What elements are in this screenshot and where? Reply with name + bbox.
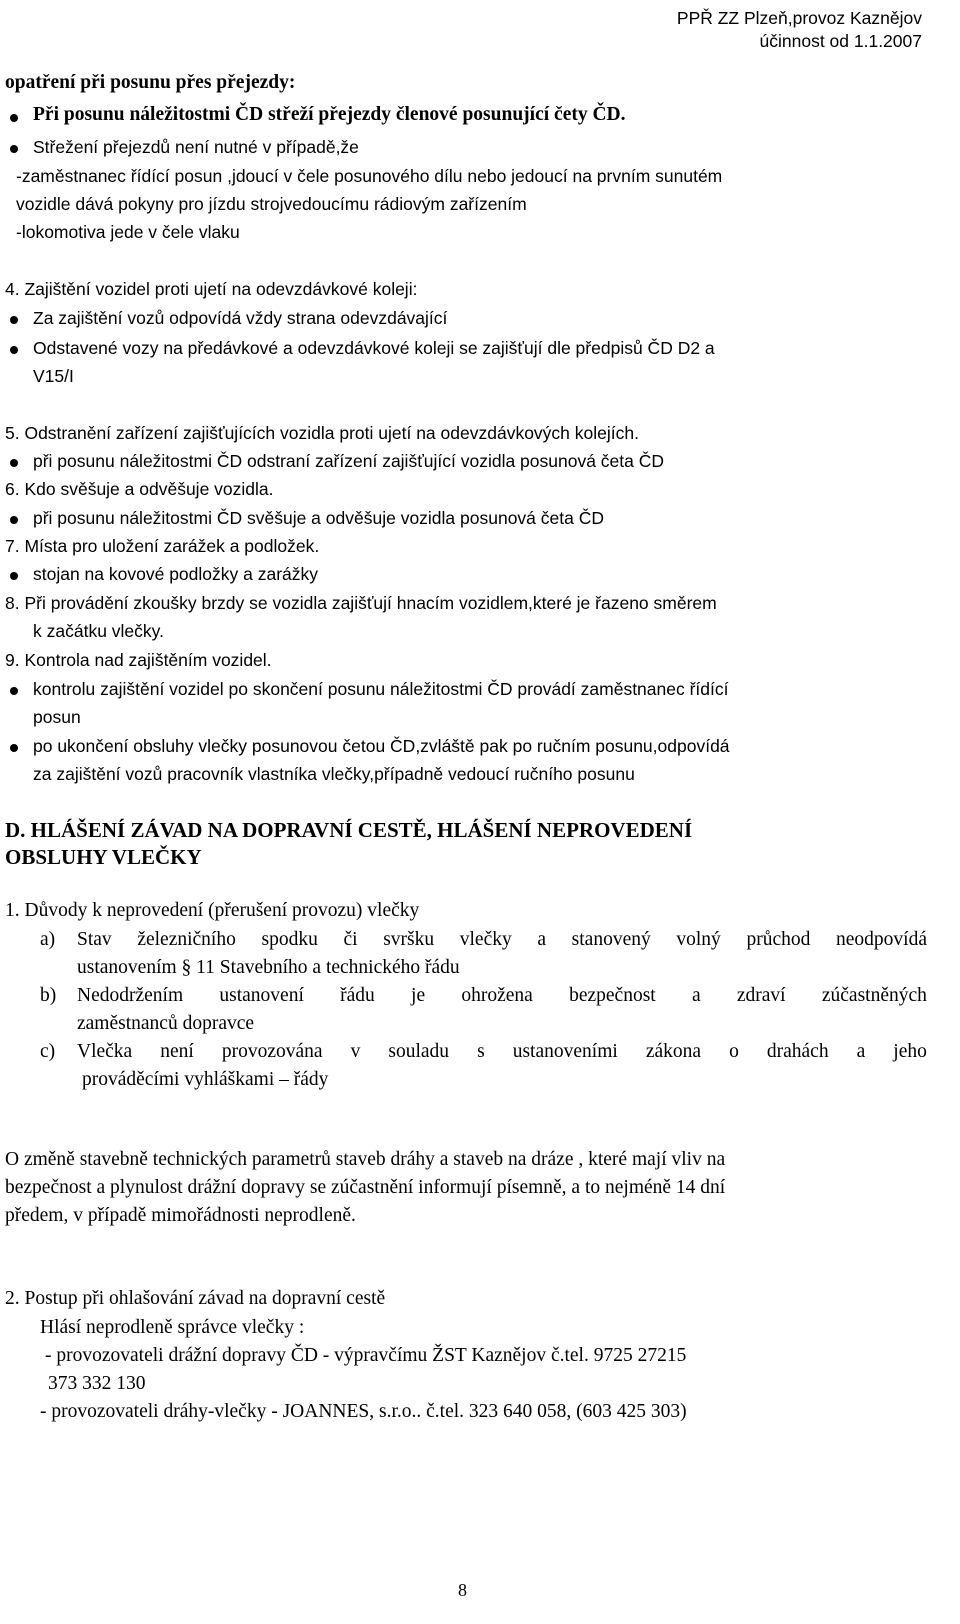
s7-bullet-1: stojan na kovové podložky a zarážky xyxy=(33,564,319,584)
bullet-icon xyxy=(10,459,18,467)
crossings-bullet-1: Při posunu náležitostmi ČD střeží přejezdy členové posunující čety ČD. xyxy=(33,104,626,125)
word: není xyxy=(160,1041,194,1062)
changes-line-1: O změně stavebně technických parametrů staveb dráhy a staveb na dráze , které mají vliv na xyxy=(5,1149,726,1170)
word: Stav xyxy=(77,929,112,950)
word: v xyxy=(350,1041,361,1062)
word: drahách xyxy=(766,1041,829,1062)
word: s xyxy=(477,1041,485,1062)
crossings-title: opatření při posunu přes přejezdy: xyxy=(5,72,296,93)
section-d-heading-1: D. HLÁŠENÍ ZÁVAD NA DOPRAVNÍ CESTĚ, HLÁŠENÍ NEPROVEDENÍ xyxy=(5,818,693,842)
word: volný xyxy=(676,929,721,950)
reason-c-label: c) xyxy=(40,1041,56,1062)
reason-a-label: a) xyxy=(40,929,56,950)
s9-title: 9. Kontrola nad zajištěním vozidel. xyxy=(5,650,272,670)
reasons-title: 1. Důvody k neprovedení (přerušení provozu) vlečky xyxy=(5,900,420,921)
bullet-icon xyxy=(10,687,18,695)
header-effective-date: účinnost od 1.1.2007 xyxy=(759,31,922,51)
reason-b-line-1 xyxy=(77,985,927,1007)
procedure-line-2: - provozovateli drážní dopravy ČD - výpravčímu ŽST Kaznějov č.tel. 9725 27215 xyxy=(45,1345,687,1366)
s5-bullet-1: při posunu náležitostmi ČD odstraní zařízení zajišťující vozidla posunová četa ČD xyxy=(33,451,665,471)
word: Vlečka xyxy=(77,1041,133,1062)
word: zúčastněných xyxy=(821,985,927,1006)
s9-bullet-2b: za zajištění vozů pracovník vlastníka vlečky,případně vedoucí ručního posunu xyxy=(33,764,635,784)
s4-bullet-1: Za zajištění vozů odpovídá vždy strana odevzdávající xyxy=(33,308,448,328)
procedure-title: 2. Postup při ohlašování závad na dopravní cestě xyxy=(5,1288,386,1309)
word: spodku xyxy=(261,929,318,950)
word: zákona xyxy=(645,1041,702,1062)
word: řádu xyxy=(340,985,375,1006)
page-number: 8 xyxy=(458,1580,467,1600)
crossings-line-1: -zaměstnanec řídící posun ,jdoucí v čele posunového dílu nebo jedoucí na prvním sunutém xyxy=(16,166,723,186)
s8-line-1: 8. Při provádění zkoušky brzdy se vozidla zajišťují hnacím vozidlem,které je řazeno směrem xyxy=(5,593,717,613)
s4-bullet-2a: Odstavené vozy na předávkové a odevzdávkové koleji se zajišťují dle předpisů ČD D2 a xyxy=(33,338,715,358)
procedure-line-4: - provozovateli dráhy-vlečky - JOANNES, s.r.o.. č.tel. 323 640 058, (603 425 303) xyxy=(40,1401,687,1422)
word: a xyxy=(691,985,701,1006)
s6-bullet-1: při posunu náležitostmi ČD svěšuje a odvěšuje vozidla posunová četa ČD xyxy=(33,508,604,528)
bullet-icon xyxy=(10,516,18,524)
s5-title: 5. Odstranění zařízení zajišťujících vozidla proti ujetí na odevzdávkových kolejích. xyxy=(5,423,639,443)
word: neodpovídá xyxy=(836,929,927,950)
word: je xyxy=(411,985,426,1006)
reason-a-line-1 xyxy=(77,929,927,951)
word: zdraví xyxy=(736,985,786,1006)
s9-bullet-2a: po ukončení obsluhy vlečky posunovou četou ČD,zvláště pak po ručním posunu,odpovídá xyxy=(33,736,730,756)
s9-bullet-1b: posun xyxy=(33,707,81,727)
procedure-line-1: Hlásí neprodleně správce vlečky : xyxy=(40,1317,305,1338)
word: provozována xyxy=(221,1041,323,1062)
bullet-icon xyxy=(10,145,18,153)
reason-b-label: b) xyxy=(40,985,57,1006)
word: Nedodržením xyxy=(77,985,184,1006)
header-company: PPŘ ZZ Plzeň,provoz Kaznějov xyxy=(676,8,922,28)
crossings-line-3: -lokomotiva jede v čele vlaku xyxy=(16,222,240,242)
bullet-icon xyxy=(10,114,18,122)
word: o xyxy=(729,1041,739,1062)
s7-title: 7. Místa pro uložení zarážek a podložek. xyxy=(5,536,320,556)
word: železničního xyxy=(137,929,236,950)
word: jeho xyxy=(893,1041,927,1062)
word: ohrožena xyxy=(461,985,533,1006)
reason-c-line-2: prováděcími vyhláškami – řády xyxy=(82,1069,329,1090)
reason-b-line-2: zaměstnanců dopravce xyxy=(77,1013,255,1034)
word: stanovený xyxy=(571,929,651,950)
word: svršku xyxy=(383,929,435,950)
bullet-icon xyxy=(10,572,18,580)
crossings-bullet-2: Střežení přejezdů není nutné v případě,že xyxy=(33,137,359,157)
word: ustanoveními xyxy=(512,1041,618,1062)
section-d-heading-2: OBSLUHY VLEČKY xyxy=(5,845,202,869)
s8-line-2: k začátku vlečky. xyxy=(33,621,164,641)
procedure-line-3: 373 332 130 xyxy=(48,1373,146,1394)
s9-bullet-1a: kontrolu zajištění vozidel po skončení posunu náležitostmi ČD provádí zaměstnanec řídící xyxy=(33,679,729,699)
word: bezpečnost xyxy=(569,985,656,1006)
word: a xyxy=(856,1041,866,1062)
bullet-icon xyxy=(10,744,18,752)
word: souladu xyxy=(388,1041,450,1062)
changes-line-3: předem, v případě mimořádnosti neprodleně. xyxy=(5,1205,356,1226)
word: průchod xyxy=(746,929,811,950)
reason-c-line-1 xyxy=(77,1041,927,1063)
s4-title: 4. Zajištění vozidel proti ujetí na odevzdávkové koleji: xyxy=(5,279,418,299)
crossings-line-2: vozidle dává pokyny pro jízdu strojvedoucímu rádiovým zařízením xyxy=(16,194,527,214)
bullet-icon xyxy=(10,346,18,354)
changes-line-2: bezpečnost a plynulost drážní dopravy se zúčastnění informují písemně, a to nejméně 14 dní xyxy=(5,1177,726,1198)
reason-a-line-2: ustanovením § 11 Stavebního a technického řádu xyxy=(77,957,460,978)
word: či xyxy=(343,929,358,950)
word: a xyxy=(537,929,547,950)
word: vlečky xyxy=(459,929,512,950)
bullet-icon xyxy=(10,316,18,324)
s4-bullet-2b: V15/I xyxy=(33,366,74,386)
word: ustanovení xyxy=(219,985,304,1006)
s6-title: 6. Kdo svěšuje a odvěšuje vozidla. xyxy=(5,479,274,499)
